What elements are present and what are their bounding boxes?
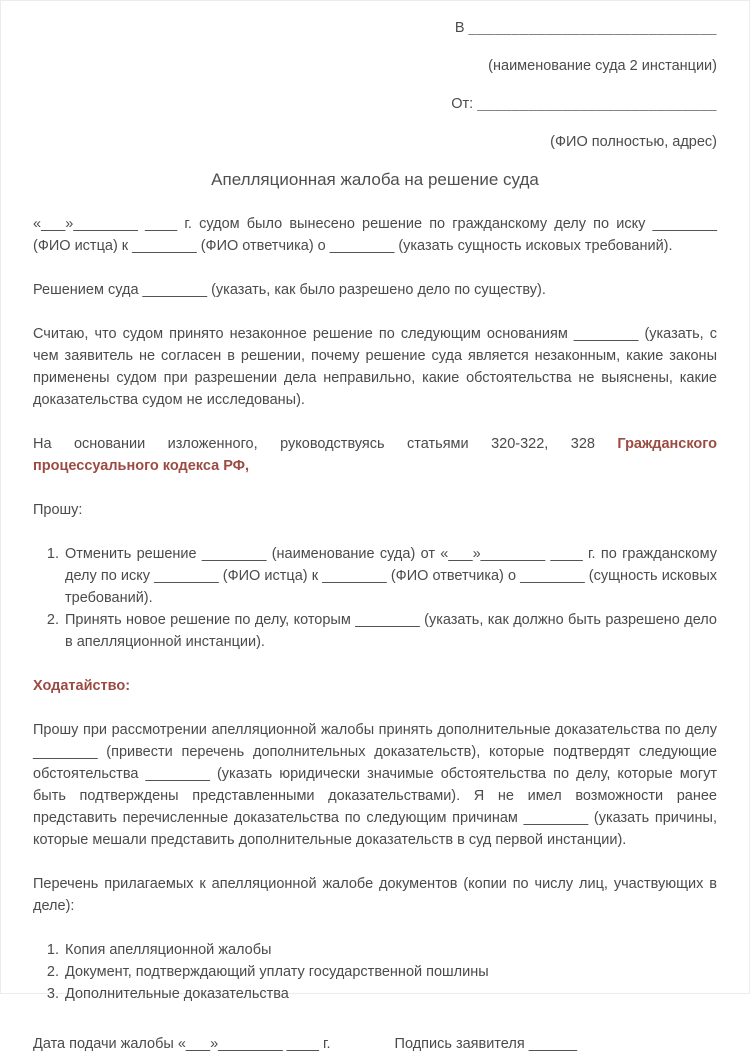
- petition-heading: Ходатайство:: [33, 678, 131, 694]
- paragraph-decision-issued: «___»________ ____ г. судом было вынесено решение по гражданскому делу по иску ________ (ФИО истца) к ________ (ФИО ответчика) о ________ (указать сущность исковых требований).: [33, 216, 717, 254]
- filing-date-line: Дата подачи жалобы «___»________ ____ г.: [33, 1036, 331, 1052]
- attachment-item: 2. Документ, подтверждающий уплату государственной пошлины: [63, 961, 717, 983]
- attachments-list: [33, 939, 717, 1005]
- paragraph-legal-basis: [33, 433, 717, 477]
- attachments-intro: Перечень прилагаемых к апелляционной жалобе документов (копии по числу лиц, участвующих в деле):: [33, 876, 717, 914]
- attachment-item: 3. Дополнительные доказательства: [63, 983, 717, 1005]
- from-blank: ____________________________: [477, 96, 717, 112]
- court-name-line: [33, 17, 717, 39]
- document-footer: [33, 1033, 717, 1055]
- from-label: От:: [451, 96, 474, 112]
- paragraph-grounds: Считаю, что судом принято незаконное решение по следующим основаниям ________ (указать, с чем заявитель не согласен в решении, почему решение суда является незаконным, какие законы применены судом при разрешении дела неправильно, какие обстоятельства не выяснены, какие доказательства судом не исследованы).: [33, 326, 717, 408]
- request-heading: Прошу:: [33, 502, 83, 518]
- document-title: Апелляционная жалоба на решение суда: [211, 170, 539, 189]
- attachment-item: 1. Копия апелляционной жалобы: [63, 939, 717, 961]
- request-list: [33, 543, 717, 653]
- legal-basis-code-reference: Гражданского процессуального кодекса РФ,: [33, 436, 717, 474]
- court-label: В: [454, 20, 465, 36]
- court-name-hint: (наименование суда 2 инстанции): [488, 58, 717, 74]
- petition-body: Прошу при рассмотрении апелляционной жалобы принять дополнительные доказательства по делу ________ (привести перечень дополнительных доказательств), которые подтвердят следующие обстоятельства ________ (указать юридически значимые обстоятельства по делу, которые могут быть подтверждены представленными доказательствами). Я не имел возможности ранее представить перечисленные доказательства по следующим причинам ________ (указать причины, которые мешали представить дополнительные доказательств в суд первой инстанции).: [33, 722, 717, 848]
- court-name-blank: _____________________________: [468, 20, 717, 36]
- request-item: 1. Отменить решение ________ (наименование суда) от «___»________ ____ г. по гражданскому делу по иску ________ (ФИО истца) к ________ (ФИО ответчика) о ________ (сущность исковых требований).: [63, 543, 717, 609]
- legal-basis-text: На основании изложенного, руководствуясь статьями 320-322, 328: [33, 436, 618, 452]
- from-hint: (ФИО полностью, адрес): [550, 134, 717, 150]
- signature-line: Подпись заявителя ______: [394, 1036, 578, 1052]
- document-header: [33, 17, 717, 153]
- from-line: [33, 93, 717, 115]
- paragraph-court-decision: Решением суда ________ (указать, как было разрешено дело по существу).: [33, 282, 546, 298]
- request-item: 2. Принять новое решение по делу, которым ________ (указать, как должно быть разрешено дело в апелляционной инстанции).: [63, 609, 717, 653]
